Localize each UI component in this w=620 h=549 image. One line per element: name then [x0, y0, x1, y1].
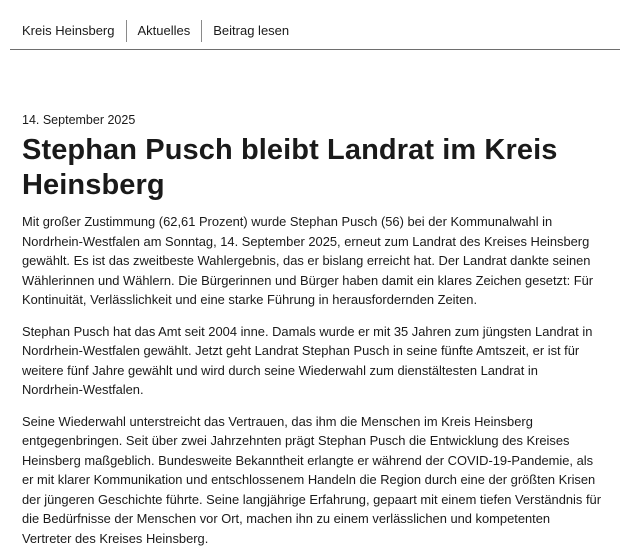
article [22, 111, 602, 548]
article-paragraph: Seine Wiederwahl unterstreicht das Vertrauen, das ihm die Menschen im Kreis Heinsberg entgegenbringen. Seit über zwei Jahrzehnten prägt Stephan Pusch die Entwicklung des Kreises Heinsberg maßgeblich. Bundesweite Bekanntheit erlangte er während der COVID-19-Pandemie, als er mit klarer Kommunikation und entschlossenem Handeln die Region durch eine der größten Krisen der jüngeren Geschichte führte. Seine langjährige Erfahrung, gepaart mit einem tiefen Verständnis für die Bedürfnisse der Menschen vor Ort, machen ihn zu einem verlässlichen und kompetenten Vertreter des Kreises Heinsberg. [22, 413, 601, 546]
breadcrumb-item-aktuelles[interactable]: Aktuelles [137, 23, 191, 38]
article-title: Stephan Pusch bleibt Landrat im Kreis Heinsberg [22, 134, 558, 201]
breadcrumb [10, 19, 620, 50]
article-paragraph: Mit großer Zustimmung (62,61 Prozent) wurde Stephan Pusch (56) bei der Kommunalwahl in Nordrhein-Westfalen am Sonntag, 14. September 2025, erneut zum Landrat des Kreises Heinsberg gewählt. Es ist das zweitbeste Wahlergebnis, das er bislang erreicht hat. Der Landrat dankte seinen Wählerinnen und Wählern. Die Bürgerinnen und Bürger haben damit ein klares Zeichen gesetzt: Für Kontinuität, Verlässlichkeit und eine starke Führung in herausfordernden Zeiten. [22, 214, 594, 307]
article-paragraph: Stephan Pusch hat das Amt seit 2004 inne. Damals wurde er mit 35 Jahren zum jüngsten Landrat in Nordrhein-Westfalen gewählt. Jetzt geht Landrat Stephan Pusch in seine fünfte Amtszeit, er ist für weitere fünf Jahre gewählt und wird durch seine Wiederwahl zum dienstältesten Landrat in Nordrhein-Westfalen. [22, 323, 593, 397]
article-date: 14. September 2025 [22, 113, 136, 127]
breadcrumb-item-current: Beitrag lesen [213, 23, 290, 38]
breadcrumb-item-kreis-heinsberg[interactable]: Kreis Heinsberg [22, 23, 115, 38]
